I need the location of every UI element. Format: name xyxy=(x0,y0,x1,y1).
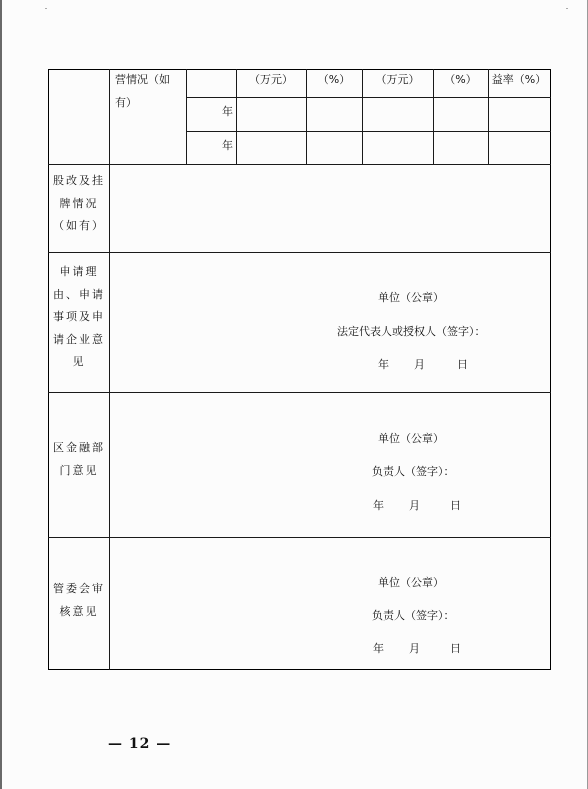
applicant-seal-label: 单位（公章） xyxy=(378,291,444,304)
district-seal-label: 单位（公章） xyxy=(378,432,444,445)
revenue-row-label-line2: 有） xyxy=(115,96,137,109)
column-header-wanyuan-2: （万元） xyxy=(375,73,420,86)
committee-signer-label: 负责人（签字）： xyxy=(372,609,455,622)
applicant-date-day: 日 xyxy=(457,358,468,371)
year-row-1-label: 年 xyxy=(222,105,233,118)
committee-section-label: 管委会审 核意见 xyxy=(53,582,105,618)
column-header-wanyuan-1: （万元） xyxy=(249,73,293,86)
applicant-date-year: 年 xyxy=(378,358,389,371)
committee-date-day: 日 xyxy=(450,642,461,655)
committee-date-year: 年 xyxy=(373,642,384,655)
year-row-2-label: 年 xyxy=(222,139,233,152)
scan-mark xyxy=(566,8,568,9)
district-date-month: 月 xyxy=(409,499,420,512)
applicant-date-month: 月 xyxy=(414,358,425,371)
page-number: — 12 — xyxy=(108,736,172,752)
district-finance-section-label: 区金融部 门意见 xyxy=(53,441,105,477)
committee-seal-label: 单位（公章） xyxy=(378,576,444,589)
column-header-percent-2: （%） xyxy=(444,73,477,86)
applicant-section-label: 申请理 由、申请 事项及申 请企业意 见 xyxy=(53,265,105,368)
revenue-row-label-line1: 营情况（如 xyxy=(115,73,170,86)
column-header-yield: 益率（%） xyxy=(491,73,547,86)
column-header-percent-1: （%） xyxy=(317,73,351,86)
district-signer-label: 负责人（签字）： xyxy=(372,465,455,478)
equity-section-label: 股改及挂 牌情况 （如有） xyxy=(53,174,105,232)
scan-mark xyxy=(45,8,47,9)
applicant-signer-label: 法定代表人或授权人（签字）： xyxy=(337,325,486,338)
district-date-year: 年 xyxy=(373,499,384,512)
district-date-day: 日 xyxy=(450,499,461,512)
page-left-edge xyxy=(0,0,2,789)
committee-date-month: 月 xyxy=(409,642,420,655)
